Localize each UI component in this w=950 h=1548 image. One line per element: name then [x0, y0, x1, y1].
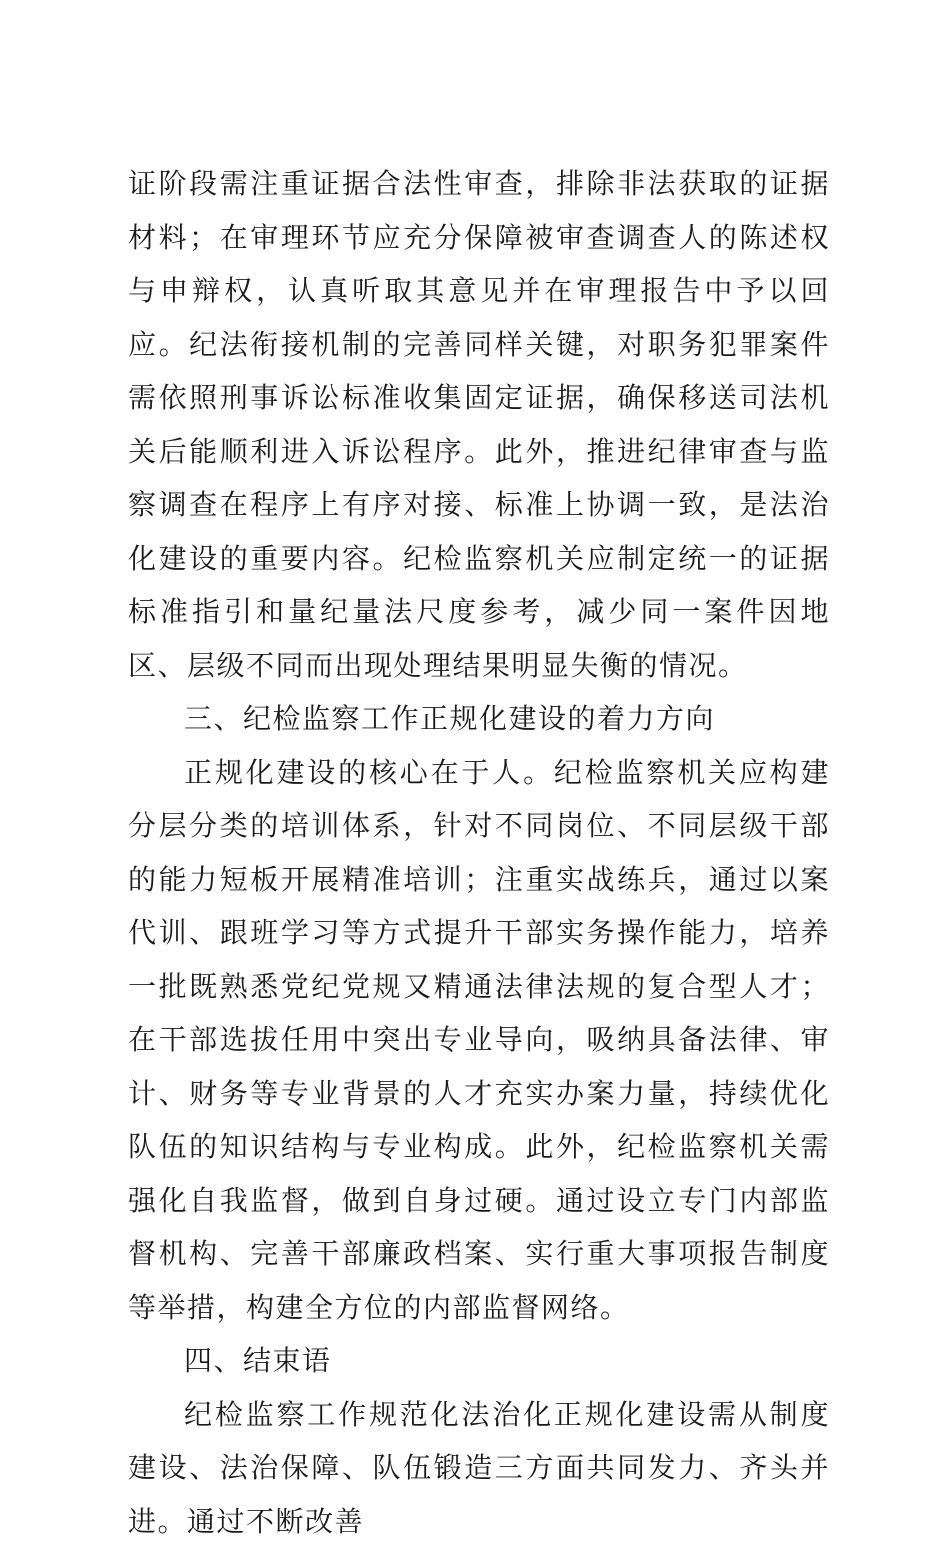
- section-heading-three: 三、纪检监察工作正规化建设的着力方向: [128, 692, 830, 746]
- paragraph-conclusion: 纪检监察工作规范化法治化正规化建设需从制度建设、法治保障、队伍锻造三方面共同发力、齐头并进。通过不断改善: [128, 1388, 830, 1548]
- document-body: [128, 157, 830, 1548]
- section-heading-four: 四、结束语: [128, 1334, 830, 1388]
- paragraph-evidence-review: 证阶段需注重证据合法性审查，排除非法获取的证据材料；在审理环节应充分保障被审查调查人的陈述权与申辩权，认真听取其意见并在审理报告中予以回应。纪法衔接机制的完善同样关键，对职务犯罪案件需依照刑事诉讼标准收集固定证据，确保移送司法机关后能顺利进入诉讼程序。此外，推进纪律审查与监察调查在程序上有序对接、标准上协调一致，是法治化建设的重要内容。纪检监察机关应制定统一的证据标准指引和量纪量法尺度参考，减少同一案件因地区、层级不同而出现处理结果明显失衡的情况。: [128, 157, 830, 692]
- paragraph-standardization: 正规化建设的核心在于人。纪检监察机关应构建分层分类的培训体系，针对不同岗位、不同层级干部的能力短板开展精准培训；注重实战练兵，通过以案代训、跟班学习等方式提升干部实务操作能力，培养一批既熟悉党纪党规又精通法律法规的复合型人才；在干部选拔任用中突出专业导向，吸纳具备法律、审计、财务等专业背景的人才充实办案力量，持续优化队伍的知识结构与专业构成。此外，纪检监察机关需强化自我监督，做到自身过硬。通过设立专门内部监督机构、完善干部廉政档案、实行重大事项报告制度等举措，构建全方位的内部监督网络。: [128, 746, 830, 1335]
